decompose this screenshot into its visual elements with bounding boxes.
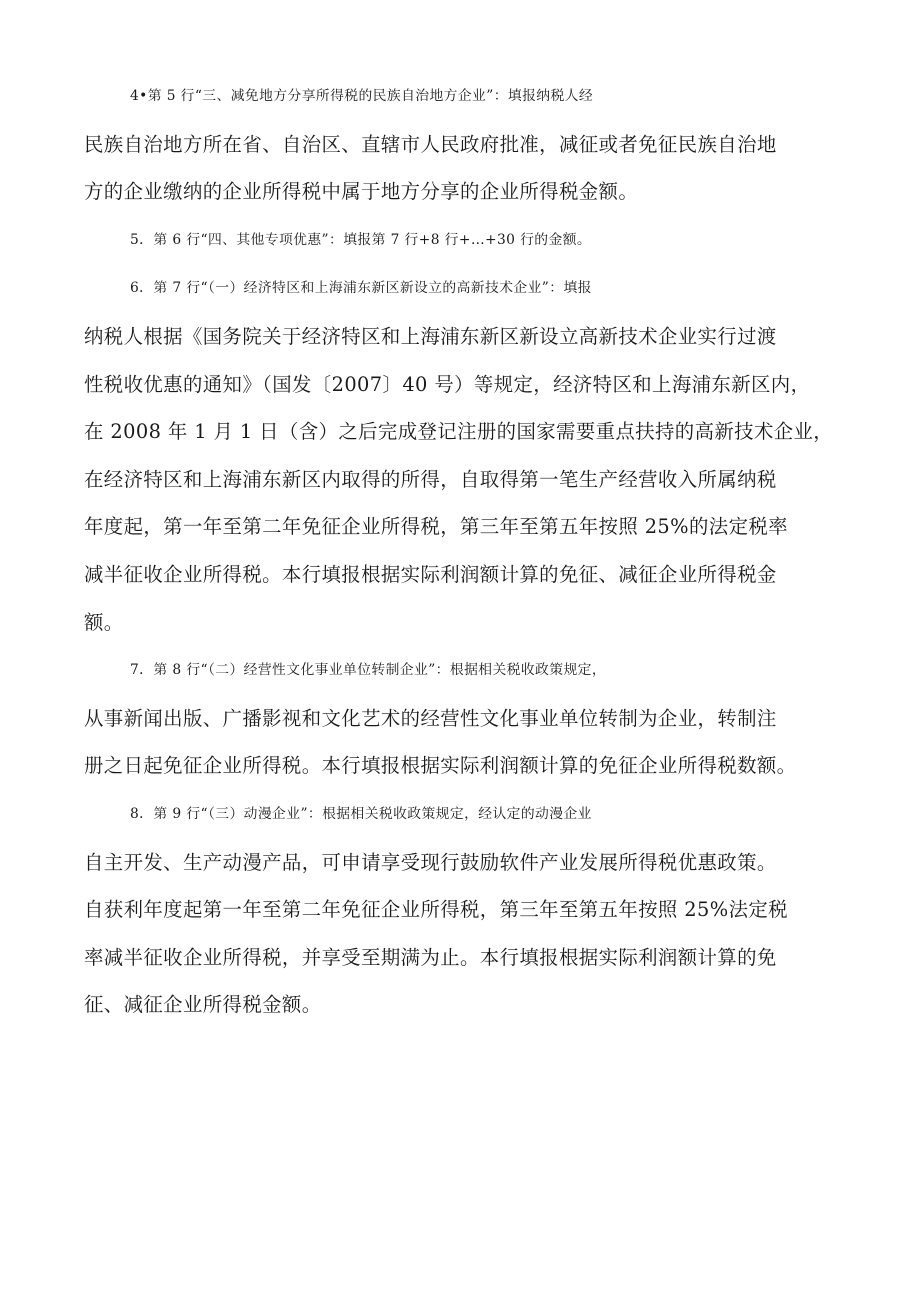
paragraph-line: 性税收优惠的通知》（国发〔2007〕40 号）等规定，经济特区和上海浦东新区内， xyxy=(84,372,811,396)
paragraph-line: 自获利年度起第一年至第二年免征企业所得税，第三年至第五年按照 25%法定税 xyxy=(84,898,788,922)
paragraph-line: 减半征收企业所得税。本行填报根据实际利润额计算的免征、减征企业所得税金 xyxy=(84,562,777,586)
paragraph-item-8 xyxy=(84,791,850,1029)
paragraph-line: 册之日起免征企业所得税。本行填报根据实际利润额计算的免征企业所得税数额。 xyxy=(84,754,797,778)
paragraph-line: 率减半征收企业所得税，并享受至期满为止。本行填报根据实际利润额计算的免 xyxy=(84,945,777,969)
paragraph-line: 民族自治地方所在省、自治区、直辖市人民政府批准，减征或者免征民族自治地 xyxy=(84,132,777,156)
paragraph-item-7 xyxy=(84,647,850,790)
paragraph-line: 8．第 9 行“（三）动漫企业”：根据相关税收政策规定，经认定的动漫企业 xyxy=(130,805,592,822)
paragraph-line: 5．第 6 行“四、其他专项优惠”：填报第 7 行+8 行+…+30 行的金额。 xyxy=(130,231,592,248)
paragraph-line: 征、减征企业所得税金额。 xyxy=(84,993,322,1017)
paragraph-line: 4•第 5 行“三、减免地方分享所得税的民族自治地方企业”：填报纳税人经 xyxy=(130,88,594,104)
paragraph-line: 从事新闻出版、广播影视和文化艺术的经营性文化事业单位转制为企业，转制注 xyxy=(84,706,777,730)
paragraph-line: 额。 xyxy=(84,610,124,634)
paragraph-line: 7．第 8 行“（二）经营性文化事业单位转制企业”：根据相关税收政策规定， xyxy=(130,662,607,679)
paragraph-line: 6．第 7 行“（一）经济特区和上海浦东新区新设立的高新技术企业”：填报 xyxy=(130,280,592,297)
paragraph-item-5 xyxy=(84,217,850,265)
paragraph-line: 纳税人根据《国务院关于经济特区和上海浦东新区新设立高新技术企业实行过渡 xyxy=(84,324,777,348)
paragraph-line: 在经济特区和上海浦东新区内取得的所得，自取得第一笔生产经营收入所属纳税 xyxy=(84,467,777,491)
paragraph-line: 方的企业缴纳的企业所得税中属于地方分享的企业所得税金额。 xyxy=(84,180,639,204)
document-body xyxy=(84,73,850,1030)
paragraph-line: 年度起，第一年至第二年免征企业所得税，第三年至第五年按照 25%的法定税率 xyxy=(84,515,788,539)
paragraph-item-4 xyxy=(84,73,850,216)
paragraph-line: 在 2008 年 1 月 1 日（含）之后完成登记注册的国家需要重点扶持的高新技术企业， xyxy=(84,420,834,444)
paragraph-line: 自主开发、生产动漫产品，可申请享受现行鼓励软件产业发展所得税优惠政策。 xyxy=(84,850,777,874)
paragraph-item-6 xyxy=(84,265,850,646)
